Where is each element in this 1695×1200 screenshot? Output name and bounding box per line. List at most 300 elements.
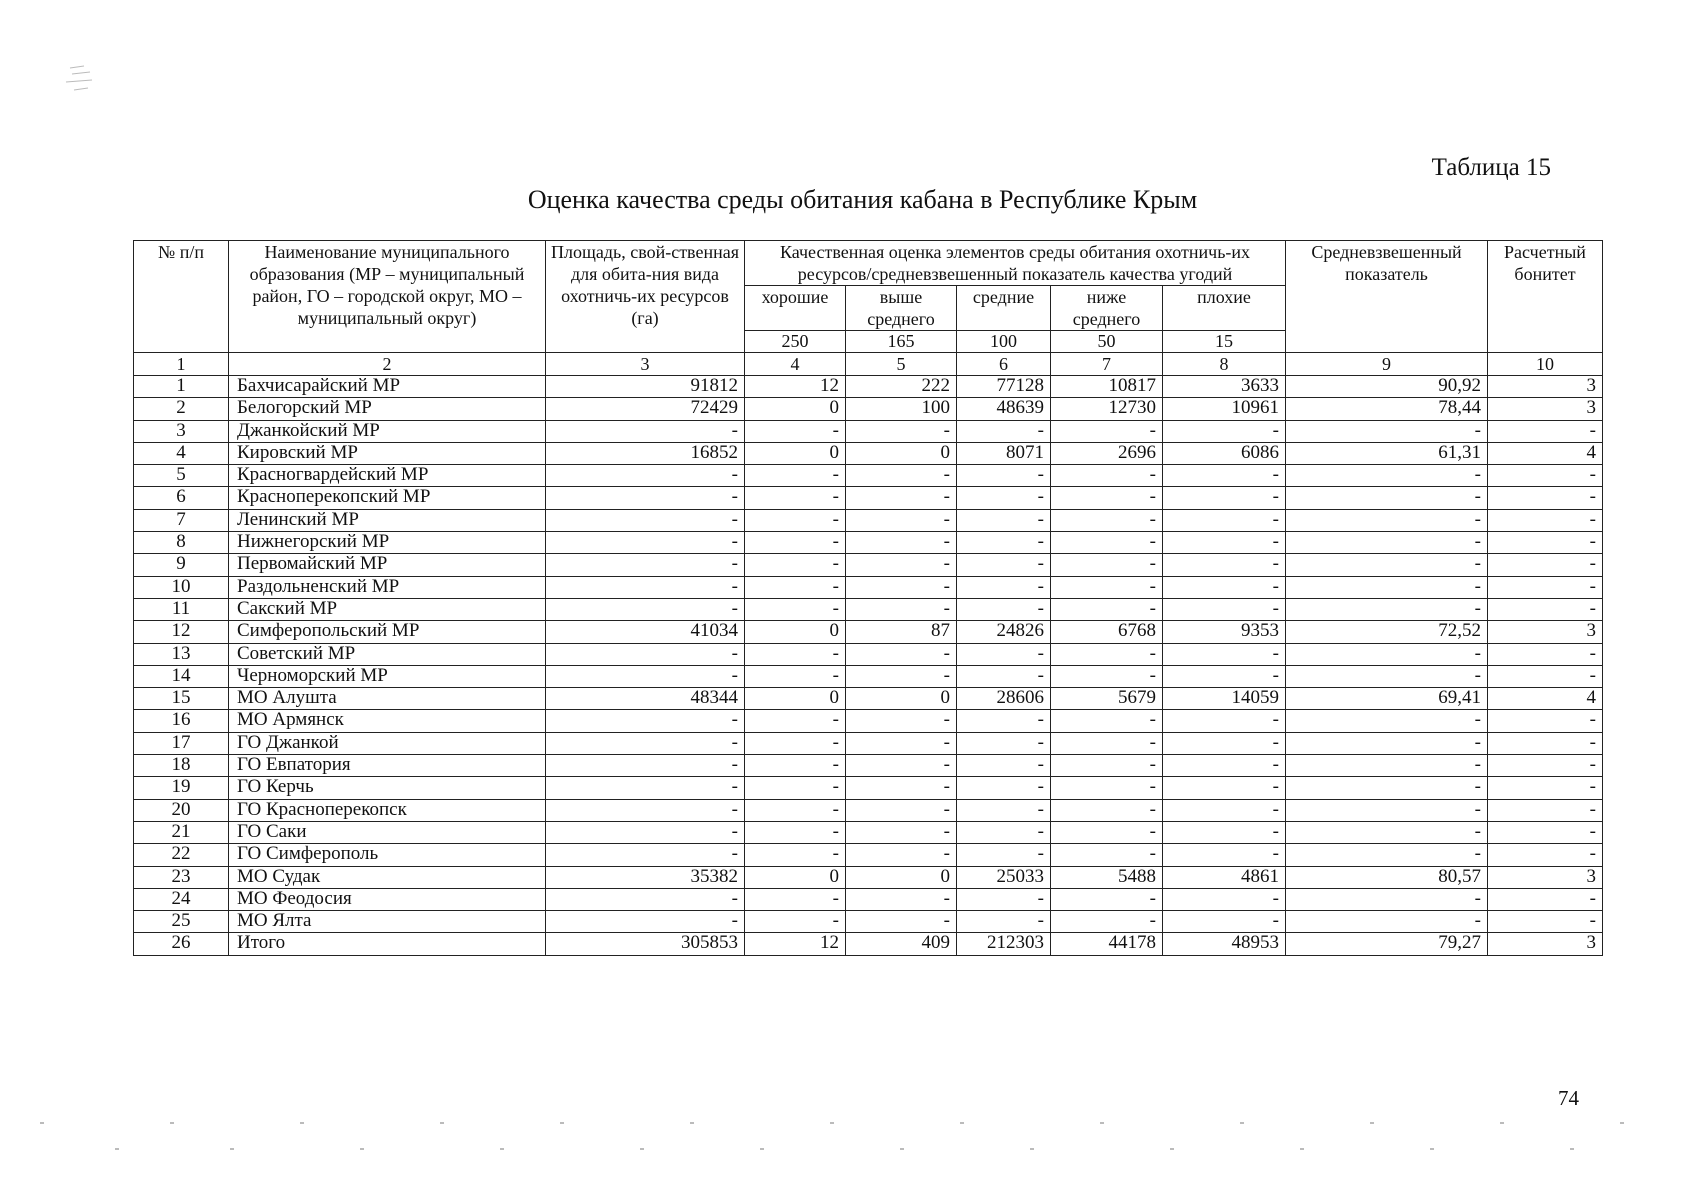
municipality-name: МО Ялта xyxy=(229,911,546,933)
bad-value: - xyxy=(1163,420,1286,442)
municipality-name: Нижнегорский МР xyxy=(229,532,546,554)
scan-dot xyxy=(1030,1148,1034,1150)
table-label: Таблица 15 xyxy=(1431,154,1551,181)
bonitet-value: 4 xyxy=(1488,442,1603,464)
weighted-index-value: - xyxy=(1286,554,1488,576)
municipality-name: Итого xyxy=(229,933,546,955)
scan-dot xyxy=(300,1122,304,1124)
table-row xyxy=(134,688,1603,710)
municipality-name: ГО Керчь xyxy=(229,777,546,799)
habitat-quality-table xyxy=(133,240,1603,956)
header-above-average: выше среднего xyxy=(846,286,957,331)
bad-value: - xyxy=(1163,643,1286,665)
header-below-average: ниже среднего xyxy=(1051,286,1163,331)
weighted-index-value: - xyxy=(1286,487,1488,509)
bad-value: - xyxy=(1163,554,1286,576)
good-value: - xyxy=(745,710,846,732)
area-value: - xyxy=(546,732,745,754)
weighted-index-value: - xyxy=(1286,755,1488,777)
above-average-value: 0 xyxy=(846,442,957,464)
municipality-name: ГО Симферополь xyxy=(229,844,546,866)
row-number: 15 xyxy=(134,688,229,710)
average-value: - xyxy=(957,643,1051,665)
average-value: 48639 xyxy=(957,398,1051,420)
municipality-name: Первомайский МР xyxy=(229,554,546,576)
good-value: - xyxy=(745,665,846,687)
scan-dot xyxy=(1570,1148,1574,1150)
scan-dot xyxy=(1170,1148,1174,1150)
table-row xyxy=(134,420,1603,442)
scan-dot xyxy=(440,1122,444,1124)
bad-value: - xyxy=(1163,799,1286,821)
average-value: 28606 xyxy=(957,688,1051,710)
above-average-value: - xyxy=(846,755,957,777)
area-value: 41034 xyxy=(546,621,745,643)
bad-value: - xyxy=(1163,509,1286,531)
scan-dot xyxy=(170,1122,174,1124)
area-value: - xyxy=(546,598,745,620)
area-value: - xyxy=(546,465,745,487)
average-value: - xyxy=(957,777,1051,799)
above-average-value: - xyxy=(846,465,957,487)
weight-bad: 15 xyxy=(1163,331,1286,353)
scan-dot xyxy=(500,1148,504,1150)
above-average-value: - xyxy=(846,821,957,843)
below-average-value: 6768 xyxy=(1051,621,1163,643)
below-average-value: - xyxy=(1051,465,1163,487)
below-average-value: - xyxy=(1051,487,1163,509)
row-number: 24 xyxy=(134,888,229,910)
below-average-value: 10817 xyxy=(1051,376,1163,398)
table-row xyxy=(134,621,1603,643)
row-number: 17 xyxy=(134,732,229,754)
scan-dot xyxy=(1300,1148,1304,1150)
above-average-value: 100 xyxy=(846,398,957,420)
below-average-value: - xyxy=(1051,665,1163,687)
above-average-value: - xyxy=(846,576,957,598)
above-average-value: 0 xyxy=(846,688,957,710)
above-average-value: - xyxy=(846,643,957,665)
scan-dot xyxy=(900,1148,904,1150)
good-value: - xyxy=(745,888,846,910)
scan-dot xyxy=(1620,1122,1624,1124)
page-title: Оценка качества среды обитания кабана в Республике Крым xyxy=(527,185,1198,214)
row-number: 23 xyxy=(134,866,229,888)
table-row xyxy=(134,509,1603,531)
bad-value: 6086 xyxy=(1163,442,1286,464)
bonitet-value: - xyxy=(1488,487,1603,509)
bonitet-value: - xyxy=(1488,755,1603,777)
municipality-name: МО Феодосия xyxy=(229,888,546,910)
row-number: 1 xyxy=(134,376,229,398)
area-value: - xyxy=(546,821,745,843)
row-number: 13 xyxy=(134,643,229,665)
table-row xyxy=(134,576,1603,598)
bad-value: - xyxy=(1163,487,1286,509)
below-average-value: - xyxy=(1051,888,1163,910)
bad-value: 10961 xyxy=(1163,398,1286,420)
column-number: 4 xyxy=(745,353,846,376)
average-value: - xyxy=(957,465,1051,487)
row-number: 19 xyxy=(134,777,229,799)
scan-artifact-mark xyxy=(62,60,122,110)
area-value: - xyxy=(546,777,745,799)
weighted-index-value: - xyxy=(1286,598,1488,620)
good-value: 0 xyxy=(745,442,846,464)
scan-dot xyxy=(1370,1122,1374,1124)
column-number: 1 xyxy=(134,353,229,376)
bonitet-value: - xyxy=(1488,509,1603,531)
scan-dot xyxy=(1500,1122,1504,1124)
average-value: - xyxy=(957,487,1051,509)
below-average-value: - xyxy=(1051,777,1163,799)
table-row xyxy=(134,532,1603,554)
bad-value: 9353 xyxy=(1163,621,1286,643)
weighted-index-value: - xyxy=(1286,576,1488,598)
area-value: - xyxy=(546,420,745,442)
average-value: - xyxy=(957,554,1051,576)
table-row xyxy=(134,710,1603,732)
bonitet-value: - xyxy=(1488,643,1603,665)
scan-dot xyxy=(230,1148,234,1150)
table-row xyxy=(134,911,1603,933)
below-average-value: - xyxy=(1051,844,1163,866)
bad-value: - xyxy=(1163,465,1286,487)
bad-value: - xyxy=(1163,755,1286,777)
header-average: средние xyxy=(957,286,1051,331)
average-value: - xyxy=(957,509,1051,531)
header-weighted: Средневзвешенный показатель xyxy=(1286,241,1488,353)
column-number: 7 xyxy=(1051,353,1163,376)
weighted-index-value: - xyxy=(1286,710,1488,732)
header-quality: Качественная оценка элементов среды обитания охотничь-их ресурсов/средневзвешенный показатель качества угодий xyxy=(745,241,1286,286)
weighted-index-value: - xyxy=(1286,509,1488,531)
bonitet-value: - xyxy=(1488,465,1603,487)
header-area: Площадь, свой-ственная для обита-ния вида охотничь-их ресурсов (га) xyxy=(546,241,745,353)
bad-value: - xyxy=(1163,665,1286,687)
row-number: 3 xyxy=(134,420,229,442)
good-value: - xyxy=(745,821,846,843)
header-name: Наименование муниципального образования (МР – муниципальный район, ГО – городской округ, МО – муниципальный округ) xyxy=(229,241,546,353)
table-row xyxy=(134,933,1603,955)
above-average-value: 409 xyxy=(846,933,957,955)
bad-value: - xyxy=(1163,598,1286,620)
bonitet-value: - xyxy=(1488,554,1603,576)
good-value: - xyxy=(745,799,846,821)
municipality-name: Черноморский МР xyxy=(229,665,546,687)
row-number: 7 xyxy=(134,509,229,531)
below-average-value: - xyxy=(1051,911,1163,933)
area-value: - xyxy=(546,799,745,821)
table-row xyxy=(134,799,1603,821)
good-value: - xyxy=(745,532,846,554)
weighted-index-value: - xyxy=(1286,911,1488,933)
good-value: - xyxy=(745,643,846,665)
average-value: - xyxy=(957,821,1051,843)
below-average-value: - xyxy=(1051,509,1163,531)
scan-dot xyxy=(690,1122,694,1124)
row-number: 8 xyxy=(134,532,229,554)
table-row xyxy=(134,866,1603,888)
area-value: 305853 xyxy=(546,933,745,955)
area-value: - xyxy=(546,532,745,554)
above-average-value: - xyxy=(846,710,957,732)
average-value: 25033 xyxy=(957,866,1051,888)
row-number: 25 xyxy=(134,911,229,933)
bad-value: - xyxy=(1163,532,1286,554)
bad-value: - xyxy=(1163,732,1286,754)
bad-value: - xyxy=(1163,844,1286,866)
below-average-value: 5679 xyxy=(1051,688,1163,710)
municipality-name: МО Армянск xyxy=(229,710,546,732)
area-value: 48344 xyxy=(546,688,745,710)
below-average-value: 44178 xyxy=(1051,933,1163,955)
good-value: - xyxy=(745,911,846,933)
good-value: 0 xyxy=(745,621,846,643)
row-number: 6 xyxy=(134,487,229,509)
bonitet-value: - xyxy=(1488,576,1603,598)
column-number: 2 xyxy=(229,353,546,376)
row-number: 21 xyxy=(134,821,229,843)
municipality-name: Сакский МР xyxy=(229,598,546,620)
row-number: 4 xyxy=(134,442,229,464)
table-row xyxy=(134,844,1603,866)
below-average-value: - xyxy=(1051,643,1163,665)
weighted-index-value: - xyxy=(1286,844,1488,866)
municipality-name: Раздольненский МР xyxy=(229,576,546,598)
municipality-name: ГО Саки xyxy=(229,821,546,843)
below-average-value: 2696 xyxy=(1051,442,1163,464)
area-value: - xyxy=(546,487,745,509)
header-no: № п/п xyxy=(134,241,229,353)
below-average-value: 12730 xyxy=(1051,398,1163,420)
scan-dot xyxy=(760,1148,764,1150)
weight-above-average: 165 xyxy=(846,331,957,353)
good-value: - xyxy=(745,509,846,531)
above-average-value: - xyxy=(846,487,957,509)
scan-dot xyxy=(1100,1122,1104,1124)
good-value: - xyxy=(745,598,846,620)
municipality-name: Бахчисарайский МР xyxy=(229,376,546,398)
table-row xyxy=(134,487,1603,509)
municipality-name: Белогорский МР xyxy=(229,398,546,420)
municipality-name: ГО Джанкой xyxy=(229,732,546,754)
below-average-value: - xyxy=(1051,710,1163,732)
municipality-name: МО Алушта xyxy=(229,688,546,710)
weighted-index-value: 79,27 xyxy=(1286,933,1488,955)
bonitet-value: 3 xyxy=(1488,621,1603,643)
weighted-index-value: 78,44 xyxy=(1286,398,1488,420)
above-average-value: - xyxy=(846,888,957,910)
scan-dot xyxy=(960,1122,964,1124)
weighted-index-value: - xyxy=(1286,643,1488,665)
good-value: - xyxy=(745,487,846,509)
below-average-value: - xyxy=(1051,799,1163,821)
good-value: - xyxy=(745,554,846,576)
column-number: 9 xyxy=(1286,353,1488,376)
bonitet-value: 4 xyxy=(1488,688,1603,710)
above-average-value: - xyxy=(846,509,957,531)
header-row xyxy=(134,241,1603,286)
average-value: 212303 xyxy=(957,933,1051,955)
area-value: - xyxy=(546,576,745,598)
bonitet-value: - xyxy=(1488,777,1603,799)
above-average-value: - xyxy=(846,665,957,687)
below-average-value: - xyxy=(1051,821,1163,843)
good-value: 12 xyxy=(745,376,846,398)
table-row xyxy=(134,442,1603,464)
average-value: - xyxy=(957,710,1051,732)
average-value: 24826 xyxy=(957,621,1051,643)
below-average-value: - xyxy=(1051,598,1163,620)
good-value: - xyxy=(745,844,846,866)
municipality-name: Красноперекопский МР xyxy=(229,487,546,509)
above-average-value: 222 xyxy=(846,376,957,398)
below-average-value: - xyxy=(1051,420,1163,442)
municipality-name: Кировский МР xyxy=(229,442,546,464)
table-row xyxy=(134,643,1603,665)
area-value: 35382 xyxy=(546,866,745,888)
municipality-name: Джанкойский МР xyxy=(229,420,546,442)
average-value: - xyxy=(957,532,1051,554)
average-value: - xyxy=(957,888,1051,910)
weighted-index-value: - xyxy=(1286,420,1488,442)
bonitet-value: - xyxy=(1488,821,1603,843)
table-row xyxy=(134,665,1603,687)
bonitet-value: - xyxy=(1488,420,1603,442)
row-number: 10 xyxy=(134,576,229,598)
table-row xyxy=(134,732,1603,754)
above-average-value: - xyxy=(846,732,957,754)
area-value: - xyxy=(546,509,745,531)
row-number: 22 xyxy=(134,844,229,866)
above-average-value: - xyxy=(846,420,957,442)
average-value: - xyxy=(957,755,1051,777)
bad-value: 14059 xyxy=(1163,688,1286,710)
scan-dot xyxy=(1240,1122,1244,1124)
table-row xyxy=(134,821,1603,843)
column-number: 3 xyxy=(546,353,745,376)
average-value: - xyxy=(957,598,1051,620)
weighted-index-value: 80,57 xyxy=(1286,866,1488,888)
bonitet-value: - xyxy=(1488,532,1603,554)
bonitet-value: 3 xyxy=(1488,398,1603,420)
bad-value: - xyxy=(1163,911,1286,933)
good-value: - xyxy=(745,732,846,754)
average-value: - xyxy=(957,732,1051,754)
bonitet-value: 3 xyxy=(1488,933,1603,955)
column-number: 5 xyxy=(846,353,957,376)
bonitet-value: 3 xyxy=(1488,376,1603,398)
area-value: 72429 xyxy=(546,398,745,420)
table-row xyxy=(134,376,1603,398)
weighted-index-value: - xyxy=(1286,465,1488,487)
average-value: - xyxy=(957,844,1051,866)
good-value: - xyxy=(745,576,846,598)
below-average-value: - xyxy=(1051,532,1163,554)
page-number: 74 xyxy=(1558,1086,1579,1110)
below-average-value: 5488 xyxy=(1051,866,1163,888)
scan-dot xyxy=(560,1122,564,1124)
below-average-value: - xyxy=(1051,554,1163,576)
bad-value: - xyxy=(1163,576,1286,598)
weighted-index-value: - xyxy=(1286,799,1488,821)
bonitet-value: - xyxy=(1488,732,1603,754)
table-body xyxy=(134,376,1603,956)
weighted-index-value: - xyxy=(1286,665,1488,687)
area-value: - xyxy=(546,665,745,687)
row-number: 20 xyxy=(134,799,229,821)
table-row xyxy=(134,888,1603,910)
bad-value: - xyxy=(1163,777,1286,799)
bad-value: - xyxy=(1163,821,1286,843)
average-value: - xyxy=(957,576,1051,598)
good-value: 12 xyxy=(745,933,846,955)
municipality-name: ГО Евпатория xyxy=(229,755,546,777)
scan-dot xyxy=(640,1148,644,1150)
scan-dot xyxy=(40,1122,44,1124)
above-average-value: 0 xyxy=(846,866,957,888)
column-number: 8 xyxy=(1163,353,1286,376)
above-average-value: - xyxy=(846,777,957,799)
weighted-index-value: - xyxy=(1286,732,1488,754)
bad-value: 4861 xyxy=(1163,866,1286,888)
row-number: 2 xyxy=(134,398,229,420)
bonitet-value: - xyxy=(1488,888,1603,910)
municipality-name: Ленинский МР xyxy=(229,509,546,531)
bonitet-value: - xyxy=(1488,665,1603,687)
area-value: - xyxy=(546,643,745,665)
column-number: 6 xyxy=(957,353,1051,376)
bonitet-value: - xyxy=(1488,799,1603,821)
above-average-value: - xyxy=(846,554,957,576)
weight-average: 100 xyxy=(957,331,1051,353)
municipality-name: МО Судак xyxy=(229,866,546,888)
header-bonitet: Расчетный бонитет xyxy=(1488,241,1603,353)
row-number: 26 xyxy=(134,933,229,955)
area-value: - xyxy=(546,911,745,933)
table-row xyxy=(134,755,1603,777)
average-value: 8071 xyxy=(957,442,1051,464)
header-bad: плохие xyxy=(1163,286,1286,331)
column-number: 10 xyxy=(1488,353,1603,376)
row-number: 12 xyxy=(134,621,229,643)
good-value: - xyxy=(745,420,846,442)
row-number: 11 xyxy=(134,598,229,620)
row-number: 16 xyxy=(134,710,229,732)
area-value: - xyxy=(546,710,745,732)
scan-dot xyxy=(830,1122,834,1124)
row-number: 14 xyxy=(134,665,229,687)
weighted-index-value: 90,92 xyxy=(1286,376,1488,398)
scan-dot xyxy=(360,1148,364,1150)
above-average-value: - xyxy=(846,532,957,554)
weighted-index-value: - xyxy=(1286,821,1488,843)
area-value: - xyxy=(546,554,745,576)
good-value: 0 xyxy=(745,866,846,888)
municipality-name: Красногвардейский МР xyxy=(229,465,546,487)
column-number-row xyxy=(134,353,1603,376)
weight-below-average: 50 xyxy=(1051,331,1163,353)
municipality-name: Симферопольский МР xyxy=(229,621,546,643)
area-value: - xyxy=(546,844,745,866)
weighted-index-value: - xyxy=(1286,888,1488,910)
weighted-index-value: 72,52 xyxy=(1286,621,1488,643)
good-value: - xyxy=(745,465,846,487)
row-number: 5 xyxy=(134,465,229,487)
scan-dot xyxy=(115,1148,119,1150)
below-average-value: - xyxy=(1051,755,1163,777)
